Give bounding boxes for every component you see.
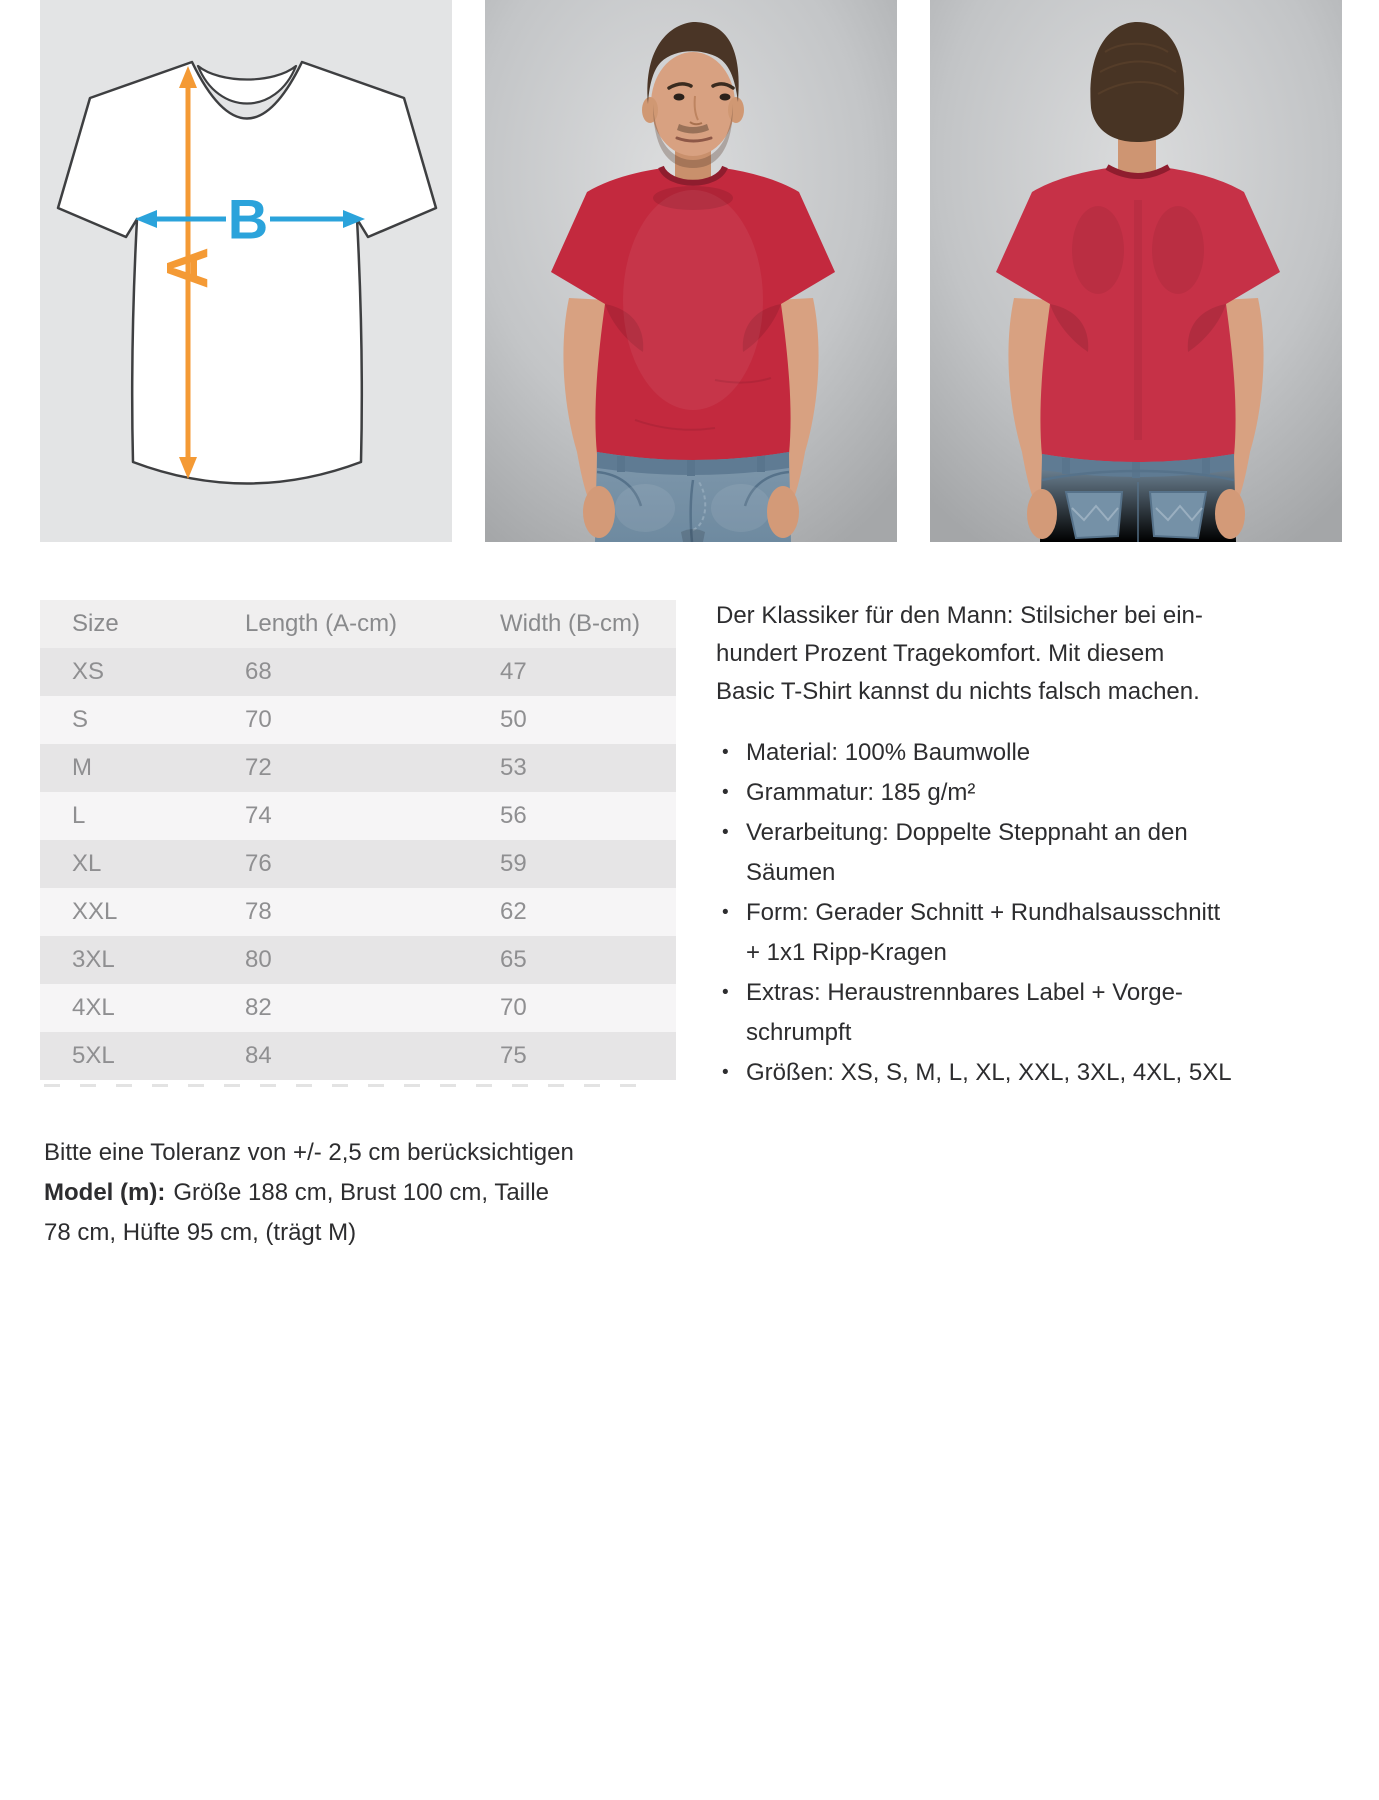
cell-length: 72 — [245, 754, 272, 781]
cell-size: 3XL — [72, 946, 115, 973]
cell-length: 68 — [245, 658, 272, 685]
feature-item-grammatur — [716, 773, 1356, 813]
cell-size: XL — [72, 850, 102, 877]
feature-item-verarbeitung — [716, 813, 1356, 853]
table-row-m — [40, 744, 676, 792]
cell-size: L — [72, 802, 86, 829]
table-row-xs — [40, 648, 676, 696]
size-diagram-image[interactable] — [40, 0, 452, 542]
feature-text-continued: + 1x1 Ripp-Kragen — [746, 939, 947, 966]
label-a: A — [155, 247, 221, 289]
table-header-row — [40, 600, 676, 648]
feature-text-continued: Säumen — [746, 859, 836, 886]
model-front-illustration — [485, 0, 897, 542]
feature-list — [716, 733, 1356, 1093]
feature-item-material — [716, 733, 1356, 773]
feature-text: Grammatur: 185 g/m² — [746, 779, 976, 806]
cell-length: 84 — [245, 1042, 272, 1069]
model-info-line1 — [44, 1173, 644, 1213]
tshirt-measure-diagram — [40, 0, 452, 542]
bullet-icon: • — [722, 782, 729, 803]
feature-item-extras — [716, 973, 1356, 1013]
cell-width: 75 — [500, 1042, 527, 1069]
cell-size: 5XL — [72, 1042, 115, 1069]
cell-width: 62 — [500, 898, 527, 925]
model-info-line2: 78 cm, Hüfte 95 cm, (trägt M) — [44, 1219, 357, 1246]
cell-length: 70 — [245, 706, 272, 733]
cell-width: 56 — [500, 802, 527, 829]
table-row-xxl — [40, 888, 676, 936]
table-row-xl — [40, 840, 676, 888]
product-description — [716, 597, 1356, 1093]
bullet-icon: • — [722, 822, 729, 843]
tshirt-outline — [58, 62, 436, 484]
size-chart-table — [40, 600, 676, 1080]
cell-width: 50 — [500, 706, 527, 733]
cell-size: S — [72, 706, 89, 733]
cell-size: XXL — [72, 898, 118, 925]
cell-width: 53 — [500, 754, 527, 781]
bullet-icon: • — [722, 742, 729, 763]
col-width: Width (B-cm) — [500, 610, 640, 637]
model-back-photo[interactable] — [930, 0, 1342, 542]
cell-width: 65 — [500, 946, 527, 973]
cell-length: 74 — [245, 802, 272, 829]
cell-length: 78 — [245, 898, 272, 925]
table-row-s — [40, 696, 676, 744]
tolerance-text: Bitte eine Toleranz von +/- 2,5 cm berücksichtigen — [44, 1139, 574, 1166]
cell-size: M — [72, 754, 92, 781]
cell-size: 4XL — [72, 994, 115, 1021]
description-line: Der Klassiker für den Mann: Stilsicher bei ein- — [716, 602, 1203, 629]
table-bottom-divider — [44, 1084, 636, 1087]
table-row-5xl — [40, 1032, 676, 1080]
feature-text: Extras: Heraustrennbares Label + Vorge- — [746, 979, 1183, 1006]
feature-text: Form: Gerader Schnitt + Rundhalsausschnitt — [746, 899, 1221, 926]
bullet-icon: • — [722, 902, 729, 923]
model-measurements: Größe 188 cm, Brust 100 cm, Taille — [173, 1179, 550, 1206]
model-label: Model (m): — [44, 1179, 166, 1206]
cell-length: 80 — [245, 946, 272, 973]
feature-text: Verarbeitung: Doppelte Steppnaht an den — [746, 819, 1188, 846]
cell-length: 82 — [245, 994, 272, 1021]
tolerance-note — [44, 1133, 644, 1253]
table-row-3xl — [40, 936, 676, 984]
table-row-l — [40, 792, 676, 840]
cell-width: 70 — [500, 994, 527, 1021]
description-line: hundert Prozent Tragekomfort. Mit diesem — [716, 640, 1165, 667]
feature-item-form — [716, 893, 1356, 933]
feature-text-continued: schrumpft — [746, 1019, 852, 1046]
feature-item-groessen — [716, 1053, 1356, 1093]
model-front-photo[interactable] — [485, 0, 897, 542]
cell-length: 76 — [245, 850, 272, 877]
cell-width: 47 — [500, 658, 527, 685]
cell-width: 59 — [500, 850, 527, 877]
cell-size: XS — [72, 658, 105, 685]
bullet-icon: • — [722, 1062, 729, 1083]
col-size: Size — [72, 610, 119, 637]
description-line: Basic T-Shirt kannst du nichts falsch machen. — [716, 678, 1200, 705]
label-b: B — [227, 187, 269, 251]
feature-text: Größen: XS, S, M, L, XL, XXL, 3XL, 4XL, 5XL — [746, 1059, 1232, 1086]
feature-text: Material: 100% Baumwolle — [746, 739, 1031, 766]
table-row-4xl — [40, 984, 676, 1032]
col-length: Length (A-cm) — [245, 610, 398, 637]
bullet-icon: • — [722, 982, 729, 1003]
model-back-illustration — [930, 0, 1342, 542]
